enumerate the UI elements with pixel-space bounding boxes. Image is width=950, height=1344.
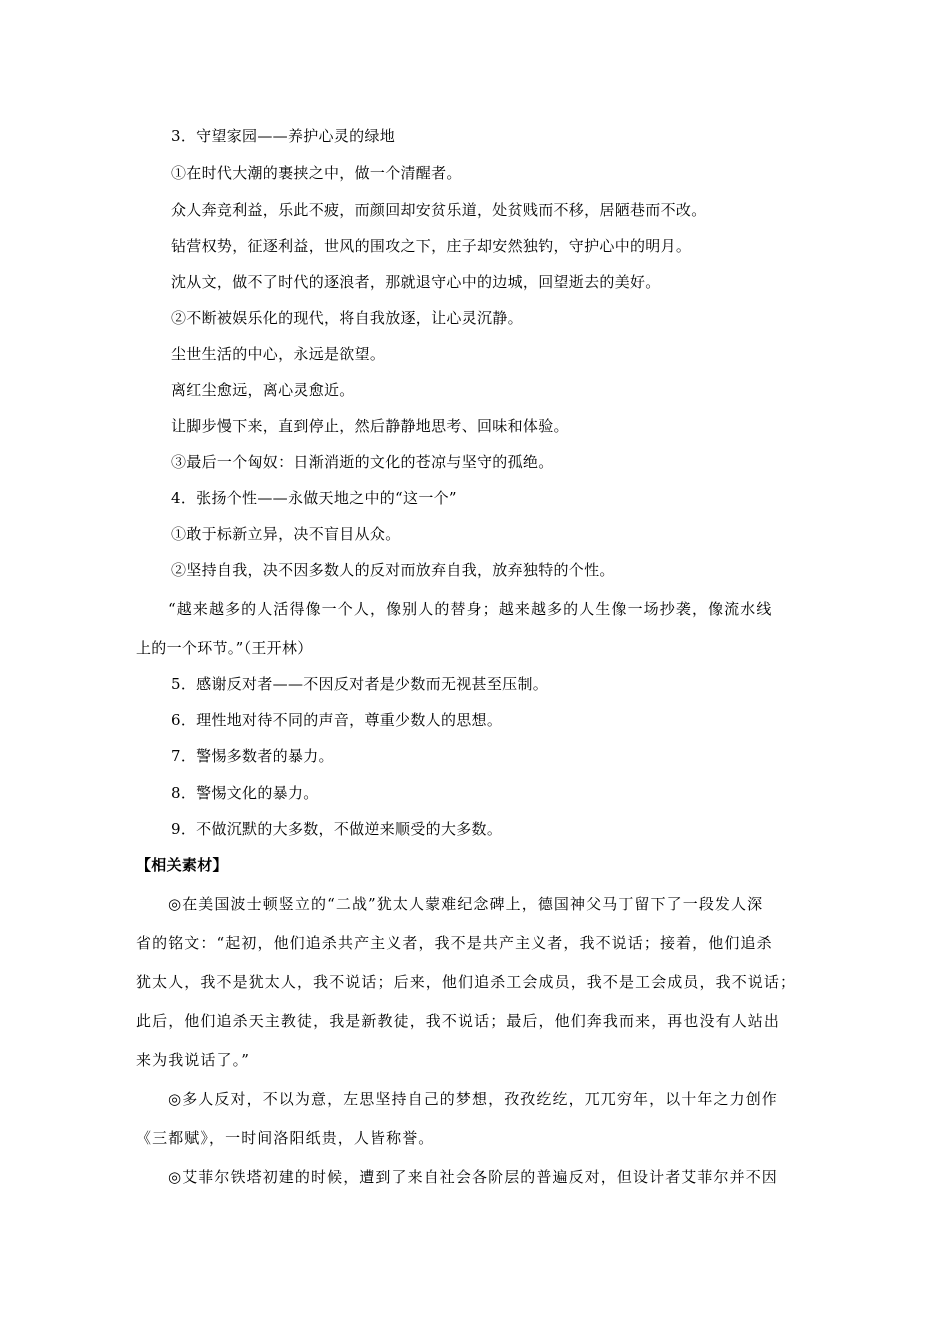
text-line: ①敢于标新立异，决不盲目从众。 — [171, 525, 401, 543]
section-heading-5: 5．感谢反对者——不因反对者是少数而无视甚至压制。 — [171, 675, 549, 693]
text-line: 尘世生活的中心，永远是欲望。 — [171, 345, 386, 363]
section-heading-3: 3．守望家园——养护心灵的绿地 — [171, 127, 396, 145]
text-line: ③最后一个匈奴：日渐消逝的文化的苍凉与坚守的孤绝。 — [171, 453, 554, 471]
section-heading-9: 9．不做沉默的大多数，不做逆来顺受的大多数。 — [171, 820, 503, 838]
material-line: 犹太人，我不是犹太人，我不说话；后来，他们追杀工会成员，我不是工会成员，我不说话； — [136, 973, 797, 991]
material-line: 省的铭文：“起初，他们追杀共产主义者，我不是共产主义者，我不说话；接着，他们追杀 — [136, 934, 773, 952]
text-line: 离红尘愈远，离心灵愈近。 — [171, 381, 355, 399]
text-line: 让脚步慢下来，直到停止，然后静静地思考、回味和体验。 — [171, 417, 569, 435]
quote-line: 上的一个环节。”（王开林） — [136, 639, 313, 657]
text-line: 众人奔竞利益，乐此不疲，而颜回却安贫乐道，处贫贱而不移，居陋巷而不改。 — [171, 201, 707, 219]
text-line: ②不断被娱乐化的现代，将自我放逐，让心灵沉静。 — [171, 309, 523, 327]
material-line: 此后，他们追杀天主教徒，我是新教徒，我不说话；最后，他们奔我而来，再也没有人站出 — [136, 1012, 781, 1030]
material-line: ◎在美国波士顿竖立的“二战”犹太人蒙难纪念碑上，德国神父马丁留下了一段发人深 — [168, 895, 764, 913]
material-line: ◎多人反对，不以为意，左思坚持自己的梦想，孜孜纥纥，兀兀穷年，以十年之力创作 — [168, 1090, 778, 1108]
material-line: ◎艾菲尔铁塔初建的时候，遭到了来自社会各阶层的普遍反对，但设计者艾菲尔并不因 — [168, 1168, 778, 1186]
material-line: 《三都赋》，一时间洛阳纸贵，人皆称誉。 — [136, 1129, 435, 1147]
section-heading-4: 4．张扬个性——永做天地之中的“这一个” — [171, 489, 457, 507]
text-line: ②坚持自我，决不因多数人的反对而放弃自我，放弃独特的个性。 — [171, 561, 615, 579]
text-line: 钻营权势，征逐利益，世风的围攻之下，庄子却安然独钓，守护心中的明月。 — [171, 237, 692, 255]
quote-line: “越来越多的人活得像一个人，像别人的替身；越来越多的人生像一场抄袭，像流水线 — [168, 600, 773, 618]
text-line: ①在时代大潮的裹挟之中，做一个清醒者。 — [171, 164, 462, 182]
text-line: 沈从文，做不了时代的逐浪者，那就退守心中的边城，回望逝去的美好。 — [171, 273, 661, 291]
section-heading-6: 6．理性地对待不同的声音，尊重少数人的思想。 — [171, 711, 503, 729]
section-heading-8: 8．警惕文化的暴力。 — [171, 784, 319, 802]
related-materials-heading: 【相关素材】 — [136, 856, 228, 874]
material-line: 来为我说话了。” — [136, 1051, 250, 1069]
section-heading-7: 7．警惕多数者的暴力。 — [171, 747, 334, 765]
